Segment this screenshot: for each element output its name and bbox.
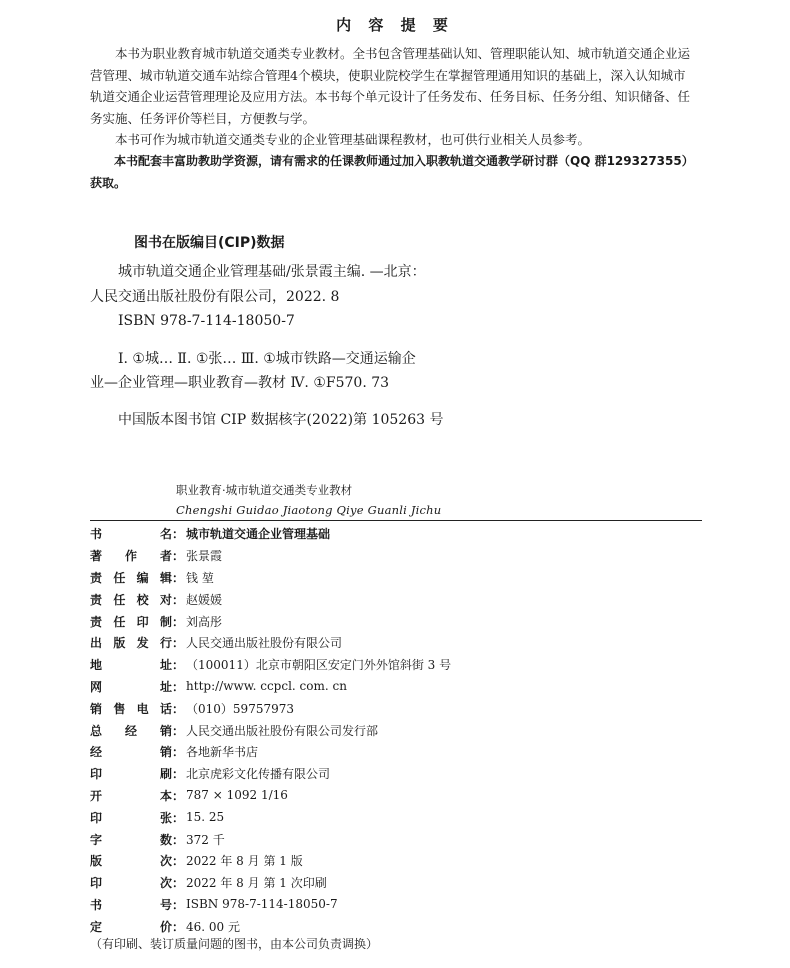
info-value: 2022 年 8 月 第 1 次印刷 — [186, 876, 327, 891]
info-row — [90, 785, 702, 807]
info-label: 地 址 — [90, 658, 172, 673]
info-label: 印 张 — [90, 810, 172, 825]
info-row — [90, 610, 702, 632]
info-colon: ： — [172, 723, 185, 738]
info-colon: ： — [172, 614, 185, 629]
info-label: 印 刷 — [90, 767, 172, 782]
info-colon: ： — [172, 767, 185, 782]
info-row — [90, 915, 702, 937]
info-value: 赵媛媛 — [186, 592, 223, 607]
info-value: http://www. ccpcl. com. cn — [186, 679, 347, 694]
info-colon: ： — [172, 636, 185, 651]
info-label: 网 址 — [90, 679, 172, 694]
info-colon: ： — [172, 897, 185, 912]
quality-note: （有印刷、装订质量问题的图书，由本公司负责调换） — [90, 937, 379, 951]
summary-paragraph: 本书可作为城市轨道交通类专业的企业管理基础课程教材，也可供行业相关人员参考。 — [115, 132, 591, 148]
info-value: 钱 堃 — [186, 570, 214, 585]
info-row — [90, 763, 702, 785]
divider — [90, 520, 702, 521]
cip-publisher-line: 人民交通出版社股份有限公司，2022. 8 — [90, 288, 340, 305]
info-colon: ： — [172, 745, 185, 760]
info-label: 责 任 校 对 — [90, 592, 172, 607]
info-value: （010）59757973 — [186, 701, 294, 716]
info-value: 15. 25 — [186, 810, 225, 825]
info-colon: ： — [172, 679, 185, 694]
info-row — [90, 741, 702, 763]
info-label: 销 售 电 话 — [90, 701, 172, 716]
info-value: 刘高彤 — [186, 614, 223, 629]
info-row — [90, 872, 702, 894]
cip-section — [90, 260, 690, 432]
info-row — [90, 676, 702, 698]
info-label: 开 本 — [90, 788, 172, 803]
info-value: ISBN 978-7-114-18050-7 — [186, 897, 338, 912]
info-label: 定 价 — [90, 919, 172, 934]
series-block — [176, 480, 441, 520]
info-colon: ： — [172, 592, 185, 607]
info-value: （100011）北京市朝阳区安定门外外馆斜街 3 号 — [186, 658, 452, 673]
summary-title: 内 容 提 要 — [336, 16, 454, 34]
info-colon: ： — [172, 832, 185, 847]
series-name: 职业教育·城市轨道交通类专业教材 — [176, 483, 353, 497]
cip-classification: 业—企业管理—职业教育—教材 Ⅳ. ①F570. 73 — [90, 375, 390, 391]
info-label: 出 版 发 行 — [90, 636, 172, 651]
info-row — [90, 654, 702, 676]
info-value: 46. 00 元 — [186, 919, 240, 934]
info-label: 版 次 — [90, 854, 172, 869]
info-value: 人民交通出版社股份有限公司发行部 — [186, 723, 379, 738]
cip-library-record: 中国版本图书馆 CIP 数据核字(2022)第 105263 号 — [118, 411, 444, 428]
info-value: 张景霞 — [186, 549, 223, 564]
info-row — [90, 567, 702, 589]
info-colon: ： — [172, 570, 185, 585]
info-colon: ： — [172, 788, 185, 803]
cip-heading: 图书在版编目(CIP)数据 — [134, 235, 285, 251]
info-label: 责 任 印 制 — [90, 614, 172, 629]
info-colon: ： — [172, 549, 185, 564]
cip-title-line: 城市轨道交通企业管理基础/张景霞主编. —北京： — [118, 264, 426, 280]
info-value: 各地新华书店 — [186, 745, 259, 760]
info-label: 书 名 — [90, 527, 172, 542]
info-row — [90, 697, 702, 719]
info-row — [90, 545, 702, 567]
info-colon: ： — [172, 810, 185, 825]
info-row — [90, 894, 702, 916]
info-value: 372 千 — [186, 832, 225, 847]
info-row — [90, 588, 702, 610]
info-row — [90, 523, 702, 545]
info-label: 总 经 销 — [90, 723, 172, 738]
info-row — [90, 806, 702, 828]
info-row — [90, 719, 702, 741]
info-value: 城市轨道交通企业管理基础 — [186, 527, 331, 542]
info-colon: ： — [172, 658, 185, 673]
summary-resource-paragraph: 本书配套丰富助教助学资源，请有需求的任课教师通过加入职教轨道交通教学研讨群（QQ 群129327355）获取。 — [90, 153, 694, 190]
info-colon: ： — [172, 701, 185, 716]
info-row — [90, 850, 702, 872]
info-colon: ： — [172, 854, 185, 869]
cip-classification: Ⅰ. ①城… Ⅱ. ①张… Ⅲ. ①城市铁路—交通运输企 — [118, 350, 416, 367]
info-row — [90, 828, 702, 850]
info-label: 印 次 — [90, 876, 172, 891]
info-value: 人民交通出版社股份有限公司 — [186, 636, 343, 651]
title-pinyin: Chengshi Guidao Jiaotong Qiye Guanli Jichu — [176, 503, 442, 517]
info-label: 责 任 编 辑 — [90, 570, 172, 585]
info-value: 北京虎彩文化传播有限公司 — [186, 767, 331, 782]
info-value: 2022 年 8 月 第 1 版 — [186, 854, 303, 869]
info-colon: ： — [172, 919, 185, 934]
info-row — [90, 632, 702, 654]
info-label: 字 数 — [90, 832, 172, 847]
info-value: 787 × 1092 1/16 — [186, 788, 288, 803]
info-label: 著 作 者 — [90, 549, 172, 564]
info-label: 经 销 — [90, 745, 172, 760]
info-label: 书 号 — [90, 897, 172, 912]
cip-isbn: ISBN 978-7-114-18050-7 — [118, 313, 295, 329]
info-colon: ： — [172, 876, 185, 891]
summary-section — [90, 43, 694, 194]
info-colon: ： — [172, 527, 185, 542]
summary-paragraph: 本书为职业教育城市轨道交通类专业教材。全书包含管理基础认知、管理职能认知、城市轨道交通企业运营管理、城市轨道交通车站综合管理4个模块，使职业院校学生在掌握管理通用知识的基础上，深入认知城市轨道交通企业运营管理理论及应用方法。本书每个单元设计了任务发布、任务目标、任务分组、知识储备、任务实施、任务评价等栏目，方便教与学。 — [90, 46, 691, 126]
copyright-info-table — [90, 523, 702, 937]
